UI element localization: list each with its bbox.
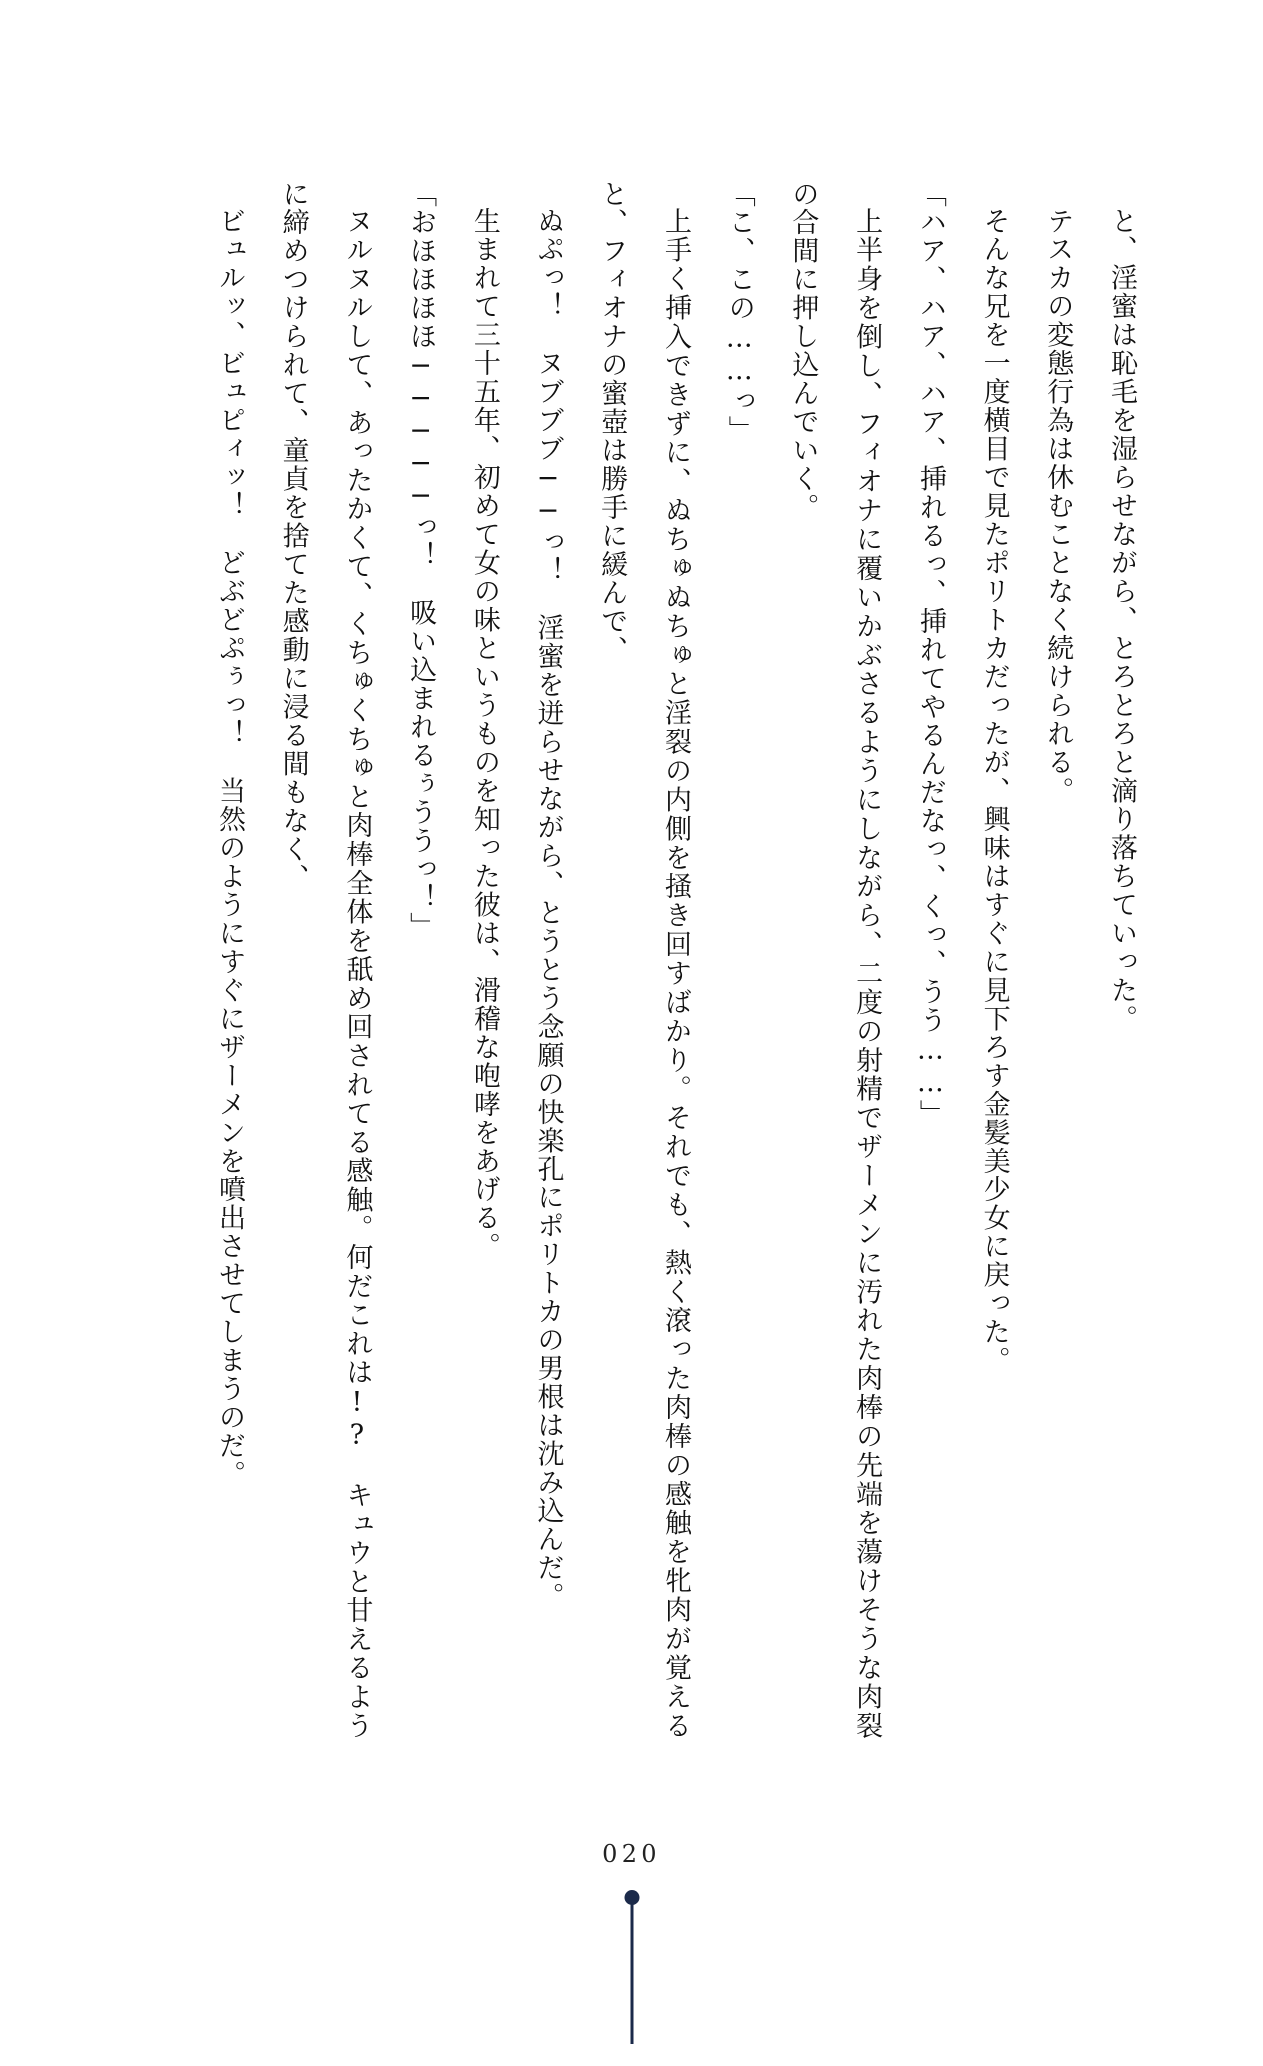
page-ornament-icon bbox=[617, 1890, 647, 2040]
paragraph: ヌルヌルして、あったかくて、くちゅくちゅと肉棒全体を舐め回されてる感触。何だこれは!? キュウと甘えるように締めつけられて、童貞を捨てた感動に浸る間もなく、 bbox=[277, 180, 373, 1740]
paragraph: と、淫蜜は恥毛を湿らせながら、とろとろと滴り落ちていった。 bbox=[1106, 207, 1137, 1034]
paragraph: 上手く挿入できずに、ぬちゅぬちゅと淫裂の内側を掻き回すばかり。それでも、熱く滾った肉棒の感触を牝肉が覚えると、フィオナの蜜壺は勝手に緩んで、 bbox=[596, 180, 691, 1740]
paragraph: ビュルッ、ビュピィッ！ どぶどぷぅっ！ 当然のようにすぐにザーメンを噴出させてしまうのだ。 bbox=[213, 207, 245, 1489]
paragraph: 生まれて三十五年、初めて女の味というものを知った彼は、滑稽な咆哮をあげる。 bbox=[468, 207, 500, 1261]
page-number: 020 bbox=[602, 1840, 661, 1868]
paragraph: ぬぷっ！ ヌブブブ──っ！ 淫蜜を迸らせながら、とうとう念願の快楽孔にポリトカの男根は沈み込んだ。 bbox=[532, 207, 564, 1611]
ornament-dot-icon bbox=[624, 1890, 639, 1905]
paragraph: 「ハア、ハア、ハア、挿れるっ、挿れてやるんだなっ、くっ、うう……」 bbox=[914, 180, 946, 1129]
ornament-rule-icon bbox=[630, 1904, 633, 2044]
paragraph: そんな兄を一度横目で見たポリトカだったが、興味はすぐに見下ろす金髪美少女に戻った。 bbox=[978, 207, 1010, 1375]
page-body-text bbox=[143, 180, 1153, 1740]
paragraph: 上半身を倒し、フィオナに覆いかぶさるようにしながら、二度の射精でザーメンに汚れた肉棒の先端を蕩けそうな肉裂の合間に押し込んでいく。 bbox=[787, 180, 883, 1740]
paragraph: 「おほほほほ─────っ！ 吸い込まれるぅううっ！」 bbox=[405, 180, 437, 941]
paragraph: 「こ、この……っ」 bbox=[723, 180, 755, 445]
paragraph: テスカの変態行為は休むことなく続けられる。 bbox=[1042, 207, 1074, 806]
